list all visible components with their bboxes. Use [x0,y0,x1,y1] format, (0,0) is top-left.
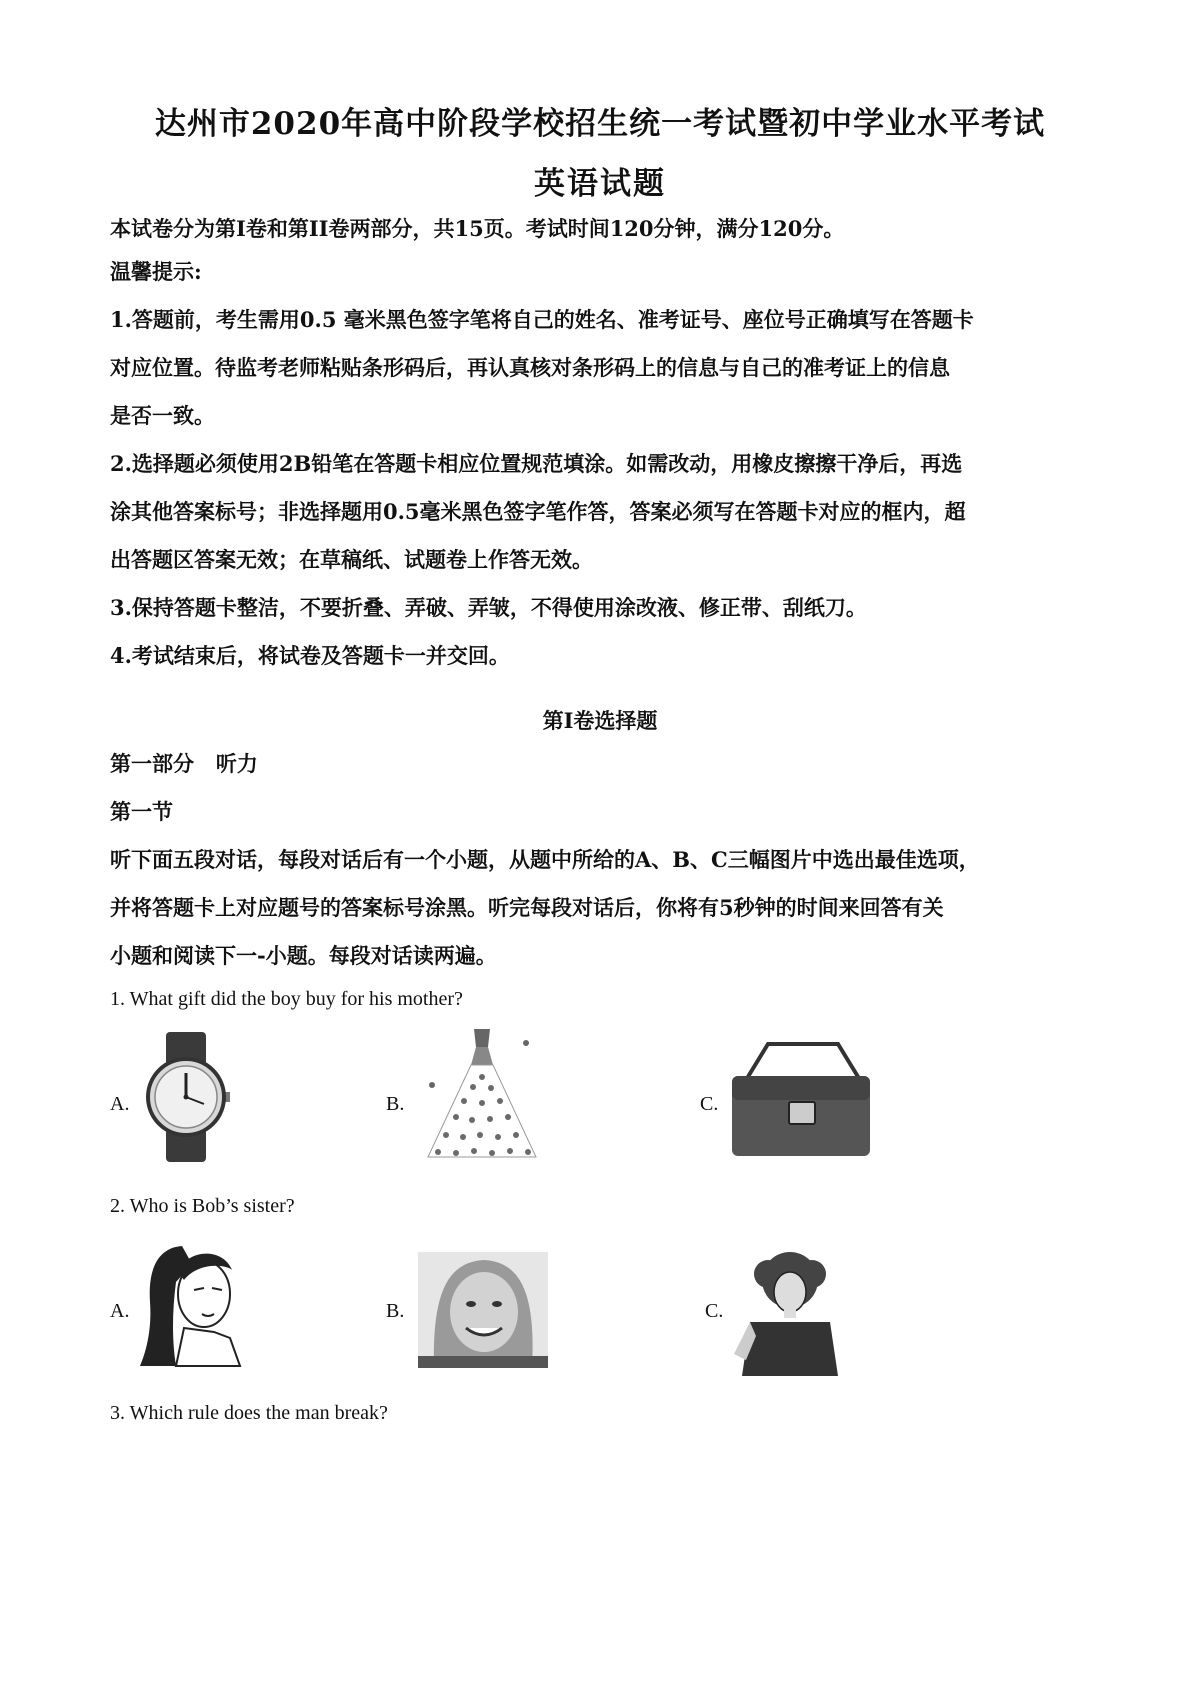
question-2-option-c-label: C. [705,1300,724,1322]
question-1-text: 1. What gift did the boy buy for his mother? [110,988,463,1010]
tips-block [110,248,1100,680]
part-heading: 第一部分 听力 [110,751,258,776]
question-2-option-b-label: B. [386,1300,405,1322]
tip-4: 4.考试结束后，将试卷及答题卡一并交回。 [110,643,510,668]
listening-section [110,740,1100,980]
tip-1-line-2: 对应位置。待监考老师粘贴条形码后，再认真核对条形码上的信息与自己的准考证上的信息 [110,355,950,380]
intro-paragraph [110,205,1100,253]
question-2-option-a-label: A. [110,1300,130,1322]
wristwatch-icon [140,1032,232,1162]
tips-title: 温馨提示: [110,259,202,284]
instructions-line-2: 并将答题卡上对应题号的答案标号涂黑。听完每段对话后，你将有5秒钟的时间来回答有关 [110,895,944,920]
tip-1-line-3: 是否一致。 [110,403,215,428]
instructions-line-1: 听下面五段对话，每段对话后有一个小题，从题中所给的A、B、C三幅图片中选出最佳选项， [110,847,980,872]
tip-3: 3.保持答题卡整洁，不要折叠、弄破、弄皱，不得使用涂改液、修正带、刮纸刀。 [110,595,867,620]
handbag-icon [726,1040,876,1160]
tip-1-line-1: 1.答题前，考生需用0.5 毫米黑色签字笔将自己的姓名、准考证号、座位号正确填写在答题卡 [110,307,974,332]
smiling-woman-icon [418,1252,548,1368]
question-1-option-b-label: B. [386,1093,405,1115]
intro-text: 本试卷分为第I卷和第II卷两部分，共15页。考试时间120分钟，满分120分。 [110,216,845,241]
curly-hair-woman-icon [726,1250,856,1376]
floral-dress-icon [418,1025,546,1165]
question-3-text: 3. Which rule does the man break? [110,1402,388,1424]
exam-subtitle: 英语试题 [534,166,666,202]
instructions-line-3: 小题和阅读下一-小题。每段对话读两遍。 [110,943,497,968]
question-1-option-a-label: A. [110,1093,130,1115]
volume-heading: 第I卷选择题 [542,708,658,733]
tip-2-line-3: 出答题区答案无效；在草稿纸、试题卷上作答无效。 [110,547,593,572]
tip-2-line-1: 2.选择题必须使用2B铅笔在答题卡相应位置规范填涂。如需改动，用橡皮擦擦干净后，再选 [110,451,963,476]
question-1-option-c-label: C. [700,1093,719,1115]
exam-title: 达州市2020年高中阶段学校招生统一考试暨初中学业水平考试 [154,106,1046,142]
question-2-text: 2. Who is Bob’s sister? [110,1195,295,1217]
subsection-heading: 第一节 [110,799,173,824]
long-hair-girl-icon [136,1242,246,1368]
tip-2-line-2: 涂其他答案标号；非选择题用0.5毫米黑色签字笔作答，答案必须写在答题卡对应的框内，超 [110,499,966,524]
